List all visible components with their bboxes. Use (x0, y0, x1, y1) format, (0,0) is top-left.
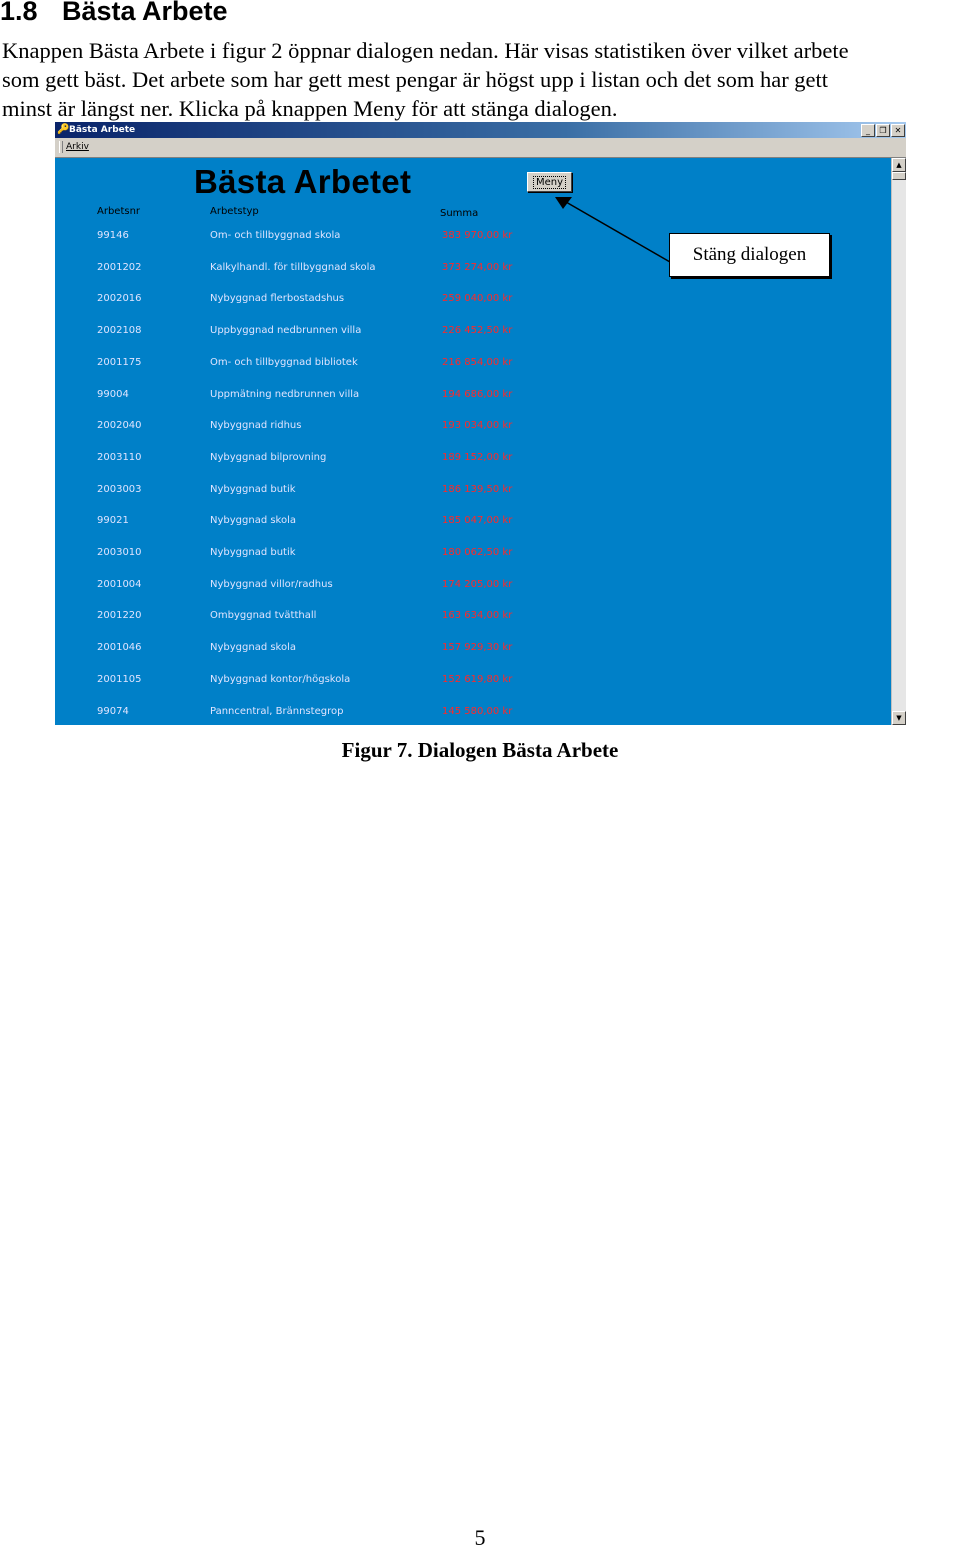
table-row (55, 389, 892, 403)
table-row (55, 452, 892, 466)
arbetsnr-cell: 2001220 (97, 610, 142, 622)
arbetsnr-cell: 99146 (97, 230, 129, 241)
section-heading (0, 0, 228, 27)
arbetstyp-cell: Nybyggnad kontor/högskola (210, 673, 351, 685)
column-header-arbetstyp: Arbetstyp (210, 206, 259, 217)
arbetstyp-cell: Panncentral, Brännstegrop (210, 705, 344, 717)
menu-arkiv[interactable]: Arkiv (66, 142, 89, 152)
arbetsnr-cell: 99021 (97, 515, 129, 527)
arbetstyp-cell: Nybyggnad butik (210, 483, 296, 495)
table-row (55, 579, 892, 593)
close-icon[interactable]: ✕ (891, 124, 905, 137)
arbetsnr-cell: 2003010 (97, 547, 142, 558)
summa-cell: 216 854,00 kr (442, 356, 513, 368)
window-controls (861, 124, 905, 137)
table-row (55, 357, 892, 371)
minimize-icon[interactable]: _ (861, 124, 875, 137)
callout-box: Stäng dialogen (669, 233, 830, 277)
summa-cell: 174 205,00 kr (442, 578, 513, 590)
arbetstyp-cell: Nybyggnad flerbostadshus (210, 293, 345, 305)
app-key-icon: 🔑 (57, 124, 70, 135)
arbetstyp-cell: Kalkylhandl. för tillbyggnad skola (210, 261, 376, 273)
arbetsnr-cell: 99004 (97, 388, 129, 400)
menubar-grip (59, 141, 63, 153)
arbetsnr-cell: 2002016 (97, 293, 142, 305)
table-row (55, 325, 892, 339)
arbetsnr-cell: 2001004 (97, 578, 142, 590)
paragraph-line: som gett bäst. Det arbete som har gett mest pengar är högst upp i listan och det som har gett (2, 67, 829, 92)
scroll-up-icon[interactable]: ▲ (892, 158, 906, 172)
section-number: 1.8 (0, 0, 38, 26)
arbetstyp-cell: Nybyggnad skola (210, 515, 297, 527)
summa-cell: 189 152,00 kr (442, 451, 513, 463)
table-row (55, 642, 892, 656)
summa-cell: 180 062,50 kr (442, 547, 513, 558)
arbetstyp-cell: Uppmätning nedbrunnen villa (210, 388, 360, 400)
arbetsnr-cell: 2001046 (97, 642, 142, 654)
figure-caption: Figur 7. Dialogen Bästa Arbete (341, 738, 619, 762)
arbetstyp-cell: Uppbyggnad nedbrunnen villa (210, 325, 362, 337)
arbetsnr-cell: 2003110 (97, 451, 142, 463)
column-header-arbetsnr: Arbetsnr (97, 206, 141, 217)
summa-cell: 259 040,00 kr (442, 293, 513, 305)
arbetsnr-cell: 2003003 (97, 483, 142, 495)
dialog-title: Bästa Arbetet (194, 163, 412, 200)
summa-cell: 163 634,00 kr (442, 610, 513, 622)
scroll-thumb[interactable] (892, 172, 906, 180)
summa-cell: 186 139,50 kr (442, 483, 513, 495)
arbetsnr-cell: 99074 (97, 705, 129, 717)
summa-cell: 226 452,50 kr (442, 325, 513, 337)
window-title: Bästa Arbete (69, 125, 136, 135)
column-header-summa: Summa (440, 208, 479, 219)
table-row (55, 515, 892, 529)
table-row (55, 674, 892, 688)
table-row (55, 547, 892, 561)
arbetstyp-cell: Ombyggnad tvätthall (210, 610, 317, 622)
arbetstyp-cell: Nybyggnad skola (210, 642, 297, 654)
table-row (55, 293, 892, 307)
section-title: Bästa Arbete (62, 0, 228, 26)
arbetstyp-cell: Nybyggnad villor/radhus (210, 578, 333, 590)
summa-cell: 193 034,00 kr (442, 420, 513, 432)
arbetsnr-cell: 2001175 (97, 356, 142, 368)
summa-cell: 157 929,30 kr (442, 642, 513, 654)
arbetsnr-cell: 2002108 (97, 325, 142, 337)
window-titlebar[interactable] (55, 122, 906, 138)
summa-cell: 383 970,00 kr (442, 230, 513, 241)
arbetsnr-cell: 2001202 (97, 261, 142, 273)
restore-icon[interactable]: ❐ (876, 124, 890, 137)
table-row (55, 610, 892, 624)
summa-cell: 185 047,00 kr (442, 515, 513, 527)
meny-button[interactable] (527, 172, 572, 192)
arbetstyp-cell: Nybyggnad butik (210, 547, 296, 558)
arbetstyp-cell: Nybyggnad bilprovning (210, 451, 327, 463)
vertical-scrollbar[interactable] (891, 158, 906, 725)
arbetstyp-cell: Om- och tillbyggnad bibliotek (210, 356, 358, 368)
paragraph-line: minst är längst ner. Klicka på knappen Meny för att stänga dialogen. (2, 96, 618, 121)
summa-cell: 152 619,80 kr (442, 673, 513, 685)
summa-cell: 373 274,00 kr (442, 261, 513, 273)
arbetsnr-cell: 2001105 (97, 673, 142, 685)
arbetsnr-cell: 2002040 (97, 420, 142, 432)
menubar (55, 138, 906, 158)
table-row (55, 484, 892, 498)
summa-cell: 194 686,00 kr (442, 388, 513, 400)
page-number: 5 (474, 1525, 486, 1550)
summa-cell: 145 580,00 kr (442, 705, 513, 717)
arbetstyp-cell: Nybyggnad ridhus (210, 420, 302, 432)
intro-paragraph (2, 36, 960, 123)
paragraph-line: Knappen Bästa Arbete i figur 2 öppnar dialogen nedan. Här visas statistiken över vilket arbete (2, 38, 849, 63)
arbetstyp-cell: Om- och tillbyggnad skola (210, 230, 341, 241)
basta-arbete-window (55, 122, 906, 725)
meny-button-label: Meny (533, 176, 566, 189)
table-row (55, 420, 892, 434)
scroll-down-icon[interactable]: ▼ (892, 711, 906, 725)
table-row (55, 706, 892, 720)
